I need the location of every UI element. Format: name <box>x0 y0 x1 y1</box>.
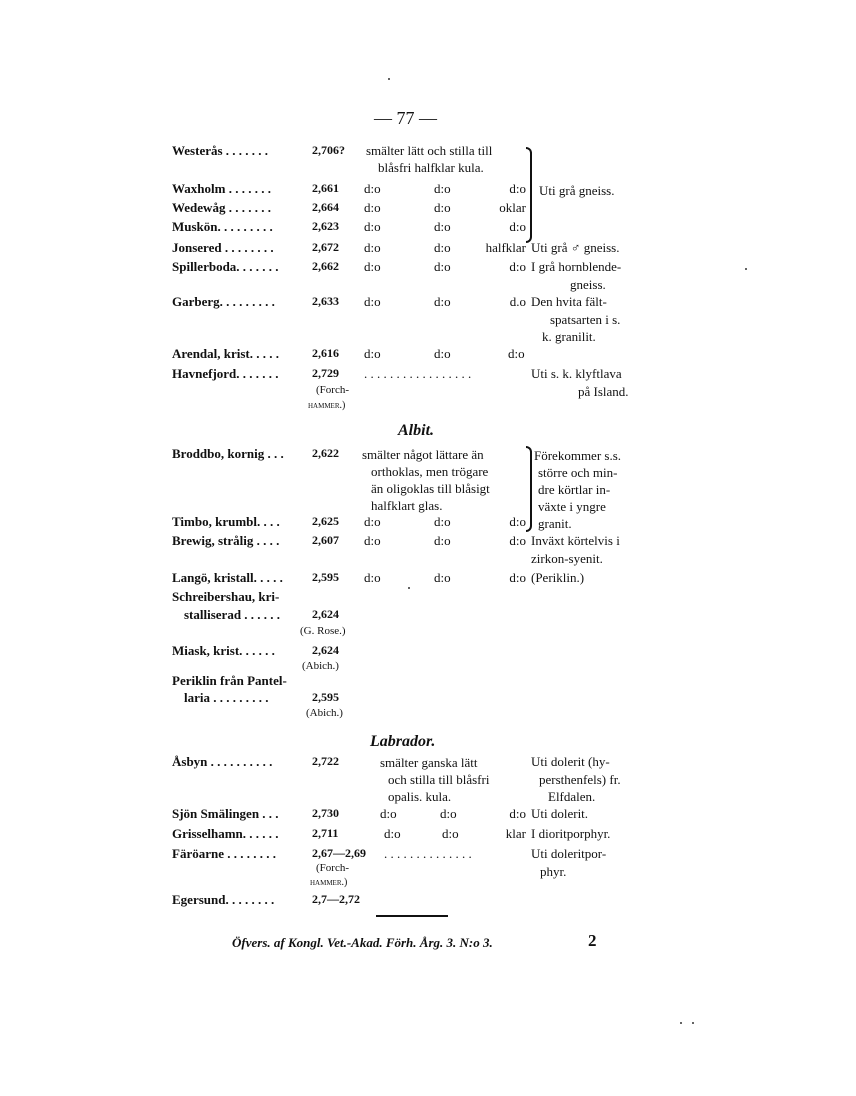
specific-gravity: 2,7—2,72 <box>312 892 360 906</box>
remark: Uti grå ♂ gneiss. <box>531 240 620 255</box>
locality-name: Broddbo, kornig . . . <box>172 446 284 461</box>
remark: Uti doleritpor- <box>531 846 607 861</box>
running-footer: Öfvers. af Kongl. Vet.-Akad. Förh. Årg. 3. N:o 3. <box>232 935 493 950</box>
locality-name: Spillerboda. . . . . . . <box>172 259 279 274</box>
locality-name: Arendal, krist. . . . . <box>172 346 280 361</box>
remark-cont: zirkon-syenit. <box>531 551 603 566</box>
section-heading-labrador: Labrador. <box>370 733 436 750</box>
dot-leader: . . . . . . . . . . . . . . <box>384 846 472 861</box>
remark: dre körtlar in- <box>538 482 611 497</box>
locality-name: Jonsered . . . . . . . . <box>172 240 274 255</box>
col-3: oklar <box>499 200 526 215</box>
locality-name-cont: stalliserad . . . . . . <box>184 607 281 622</box>
speck <box>680 1022 682 1024</box>
locality-name: Garberg. . . . . . . . . <box>172 294 275 309</box>
remark-cont: k. granilit. <box>542 329 596 344</box>
specific-gravity: 2,711 <box>312 826 339 840</box>
speck <box>692 1022 694 1024</box>
specific-gravity: 2,616 <box>312 346 339 360</box>
locality-name: Periklin från Pantel- <box>172 673 287 688</box>
specific-gravity: 2,624 <box>312 643 339 657</box>
row-wedewag <box>0 200 856 220</box>
col-3: d:o <box>509 570 526 585</box>
fusion-text-cont: blåsfri halfklar kula. <box>378 160 484 175</box>
source-ref: (Abich.) <box>302 660 339 672</box>
locality-name: Wedewåg . . . . . . . <box>172 200 271 215</box>
source-ref: (Forch- <box>316 862 349 874</box>
col-2: d:o <box>434 219 451 234</box>
locality-name-cont: laria . . . . . . . . . <box>184 690 269 705</box>
remark-cont: phyr. <box>540 864 567 879</box>
specific-gravity: 2,624 <box>312 607 339 621</box>
group-remark: Uti grå gneiss. <box>539 183 615 198</box>
locality-name: Brewig, strålig . . . . <box>172 533 280 548</box>
fusion-text: smälter något lättare än <box>362 447 484 462</box>
remark-cont: gneiss. <box>570 277 606 292</box>
remark: Förekommer s.s. <box>534 448 622 463</box>
row-jonsered <box>0 240 856 260</box>
col-3: d.o <box>509 294 526 309</box>
col-2: d:o <box>434 294 451 309</box>
row-arendal <box>0 346 856 366</box>
col-3: d:o <box>509 806 526 821</box>
col-3: d:o <box>509 259 526 274</box>
specific-gravity: 2,722 <box>312 754 339 768</box>
remark-cont: persthenfels) fr. <box>539 772 621 787</box>
remark-cont: Elfdalen. <box>548 789 596 804</box>
remark: (Periklin.) <box>531 570 585 585</box>
specific-gravity: 2,729 <box>312 366 339 380</box>
source-ref: (Abich.) <box>306 707 343 719</box>
remark: växte i yngre <box>538 499 606 514</box>
remark: I grå hornblende- <box>531 259 622 274</box>
col-3: d:o <box>509 181 526 196</box>
col-1: d:o <box>364 570 381 585</box>
fusion-text: smälter lätt och stilla till <box>366 143 493 158</box>
specific-gravity: 2,664 <box>312 200 339 214</box>
specific-gravity: 2,67—2,69 <box>312 846 366 860</box>
specific-gravity: 2,672 <box>312 240 339 254</box>
col-3: halfklar <box>485 240 526 255</box>
col-3: d:o <box>509 514 526 529</box>
dot-leader: . . . . . . . . . . . . . . . . . <box>364 366 472 381</box>
remark: I dioritporphyr. <box>531 826 611 841</box>
source-ref-cont: hammer.) <box>308 400 346 411</box>
col-3: d:o <box>509 533 526 548</box>
col-1: d:o <box>364 346 381 361</box>
row-faroarne <box>0 846 856 866</box>
col-1: d:o <box>364 514 381 529</box>
specific-gravity: 2,661 <box>312 181 339 195</box>
remark-cont: spatsarten i s. <box>550 312 621 327</box>
fusion-text: orthoklas, men trögare <box>371 464 489 479</box>
col-1: d:o <box>364 240 381 255</box>
specific-gravity: 2,607 <box>312 533 339 547</box>
row-timbo <box>0 514 856 534</box>
locality-name: Havnefjord. . . . . . . <box>172 366 279 381</box>
locality-name: Waxholm . . . . . . . <box>172 181 271 196</box>
col-1: d:o <box>364 533 381 548</box>
row-lango <box>0 570 856 590</box>
specific-gravity: 2,595 <box>312 690 339 704</box>
row-schreibershau <box>0 589 856 609</box>
fusion-text: halfklart glas. <box>371 498 443 513</box>
col-2: d:o <box>434 533 451 548</box>
col-3: d:o <box>508 346 525 361</box>
speck <box>388 78 390 80</box>
col-1: d:o <box>384 826 401 841</box>
locality-name: Muskön. . . . . . . . . <box>172 219 273 234</box>
col-2: d:o <box>434 346 451 361</box>
col-2: d:o <box>434 181 451 196</box>
row-grisselhamn <box>0 826 856 846</box>
col-2: d:o <box>442 826 459 841</box>
col-2: d:o <box>440 806 457 821</box>
specific-gravity: 2,706? <box>312 143 345 157</box>
locality-name: Sjön Smälingen . . . <box>172 806 279 821</box>
row-spillerboda <box>0 259 856 279</box>
signature-mark: 2 <box>588 931 597 950</box>
fusion-text: än oligoklas till blåsigt <box>371 481 490 496</box>
row-miask <box>0 643 856 663</box>
col-2: d:o <box>434 259 451 274</box>
col-1: d:o <box>364 294 381 309</box>
specific-gravity: 2,730 <box>312 806 339 820</box>
row-brewig <box>0 533 856 553</box>
source-ref-cont: hammer.) <box>310 877 348 888</box>
brace-westeras-group <box>526 147 532 243</box>
specific-gravity: 2,623 <box>312 219 339 233</box>
remark-cont: på Island. <box>578 384 629 399</box>
row-sjon-smalingen <box>0 806 856 826</box>
row-waxholm <box>0 181 856 201</box>
locality-name: Schreibershau, kri- <box>172 589 280 604</box>
row-garberg <box>0 294 856 314</box>
col-1: d:o <box>380 806 397 821</box>
col-3: d:o <box>509 219 526 234</box>
source-ref <box>316 384 349 396</box>
remark: större och min- <box>538 465 618 480</box>
source-author: (Forch- <box>316 384 349 396</box>
col-2: d:o <box>434 200 451 215</box>
remark: Den hvita fält- <box>531 294 607 309</box>
row-muskon <box>0 219 856 239</box>
locality-name: Miask, krist. . . . . . <box>172 643 275 658</box>
specific-gravity: 2,622 <box>312 446 339 460</box>
remark: Uti dolerit. <box>531 806 589 821</box>
source-ref: (G. Rose.) <box>300 625 346 637</box>
remark: Uti dolerit (hy- <box>531 754 610 769</box>
row-schreibershau-cont <box>0 607 856 627</box>
col-3: klar <box>505 826 526 841</box>
row-egersund <box>0 892 856 912</box>
locality-name: Egersund. . . . . . . . <box>172 892 275 907</box>
fusion-text: opalis. kula. <box>388 789 452 804</box>
section-rule <box>376 915 448 917</box>
remark: Uti s. k. klyftlava <box>531 366 622 381</box>
col-1: d:o <box>364 200 381 215</box>
brace-albit-group <box>526 446 532 532</box>
specific-gravity: 2,633 <box>312 294 339 308</box>
col-2: d:o <box>434 570 451 585</box>
section-heading-albit: Albit. <box>398 422 435 439</box>
fusion-text: och stilla till blåsfri <box>388 772 490 787</box>
locality-name: Färöarne . . . . . . . . <box>172 846 276 861</box>
col-1: d:o <box>364 219 381 234</box>
row-westeras-cont <box>0 160 856 180</box>
col-2: d:o <box>434 514 451 529</box>
remark: Inväxt körtelvis i <box>531 533 620 548</box>
locality-name: Westerås . . . . . . . <box>172 143 269 158</box>
specific-gravity: 2,595 <box>312 570 339 584</box>
fusion-text: smälter ganska lätt <box>380 755 478 770</box>
col-1: d:o <box>364 181 381 196</box>
row-havnefjord <box>0 366 856 386</box>
speck <box>745 268 747 270</box>
remark: granit. <box>538 516 572 531</box>
locality-name: Timbo, krumbl. . . . <box>172 514 280 529</box>
specific-gravity: 2,662 <box>312 259 339 273</box>
locality-name: Grisselhamn. . . . . . <box>172 826 279 841</box>
col-2: d:o <box>434 240 451 255</box>
col-1: d:o <box>364 259 381 274</box>
locality-name: Åsbyn . . . . . . . . . . <box>172 754 273 769</box>
specific-gravity: 2,625 <box>312 514 339 528</box>
page-number: — 77 — <box>374 108 437 128</box>
row-periklin-cont <box>0 690 856 710</box>
locality-name: Langö, kristall. . . . . <box>172 570 283 585</box>
